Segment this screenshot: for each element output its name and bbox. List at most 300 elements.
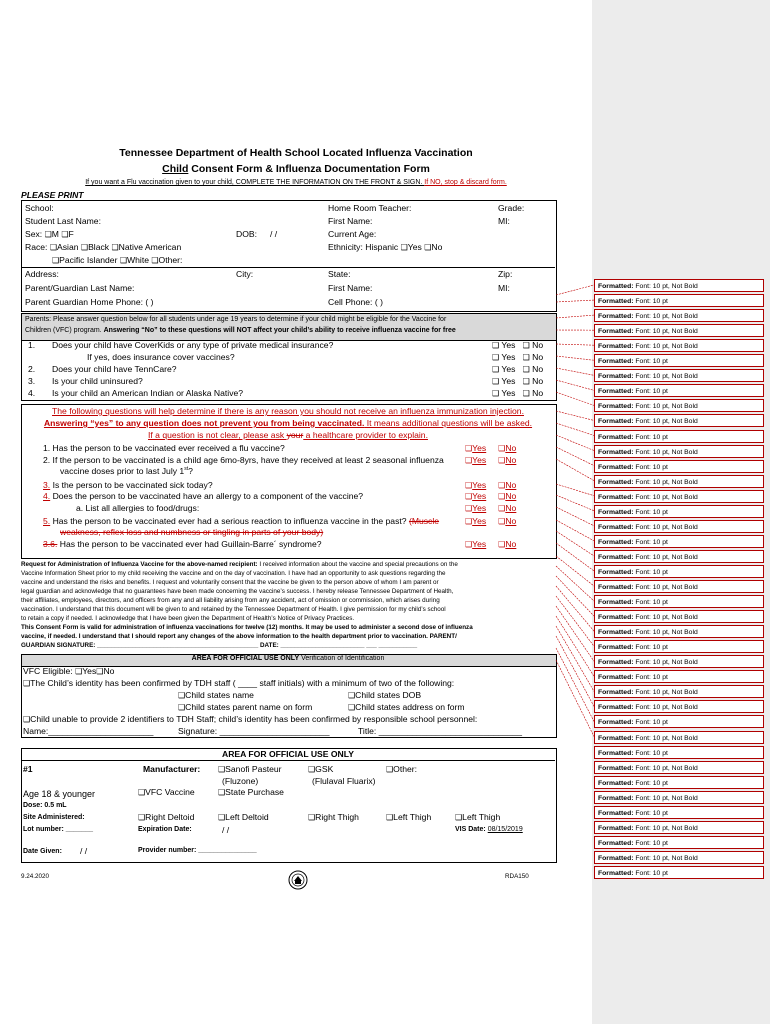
cell-phone-label[interactable]: Cell Phone: ( ) bbox=[328, 297, 383, 307]
balloon-label: Formatted: bbox=[598, 854, 634, 862]
consent-l1a: Request for Administration of Influenza Vaccine for the above-named recipient: bbox=[21, 561, 258, 568]
yes-label: Yes bbox=[501, 340, 516, 350]
dob-separator: / / bbox=[270, 229, 278, 239]
site-label: Site Administered: bbox=[23, 814, 85, 821]
checkbox-icon[interactable] bbox=[523, 340, 530, 350]
formatting-balloon[interactable] bbox=[594, 685, 764, 698]
checkbox-icon[interactable] bbox=[61, 229, 68, 239]
official-header-2: AREA FOR OFFICIAL USE ONLY bbox=[222, 749, 354, 759]
formatting-balloon[interactable] bbox=[594, 430, 764, 443]
balloon-text: Font: 10 pt, Not Bold bbox=[633, 448, 698, 456]
lot-number[interactable]: Lot number: _______ bbox=[23, 826, 94, 833]
formatting-balloon[interactable] bbox=[594, 294, 764, 307]
formatting-balloon[interactable] bbox=[594, 640, 764, 653]
screening-q2b bbox=[60, 466, 193, 476]
formatting-balloon[interactable] bbox=[594, 460, 764, 473]
formatting-balloon[interactable] bbox=[594, 670, 764, 683]
screening-q4-num: 4. bbox=[43, 491, 51, 501]
vfc-yes-no bbox=[492, 376, 543, 386]
no-label: No bbox=[532, 376, 544, 386]
checkbox-icon[interactable] bbox=[492, 340, 499, 350]
no-label: No bbox=[505, 539, 517, 549]
tn-seal-icon bbox=[288, 870, 308, 890]
balloon-text: Font: 10 pt bbox=[633, 869, 668, 877]
no-label: No bbox=[505, 491, 517, 501]
mi-label[interactable]: MI: bbox=[498, 216, 510, 226]
vfc-intro-2 bbox=[25, 327, 456, 334]
race-black: Black bbox=[88, 242, 110, 252]
balloon-label: Formatted: bbox=[598, 599, 634, 607]
balloon-text: Font: 10 pt, Not Bold bbox=[633, 478, 698, 486]
balloon-text: Font: 10 pt bbox=[633, 508, 668, 516]
age-label: Age 18 & younger bbox=[23, 789, 96, 799]
vfc-vaccine-label: VFC Vaccine bbox=[145, 787, 195, 797]
vfc-yes-no bbox=[492, 352, 543, 362]
consent-line-1 bbox=[21, 561, 458, 568]
balloon-label: Formatted: bbox=[598, 764, 634, 772]
screening-q6-text: Has the person to be vaccinated ever had Guillain-Barre´ syndrome? bbox=[57, 539, 322, 549]
vfc-eligible-no: No bbox=[103, 666, 115, 676]
checkbox-icon[interactable] bbox=[523, 388, 530, 398]
yes-label: Yes bbox=[472, 539, 487, 549]
screening-yes-no-row bbox=[465, 443, 516, 453]
opt-dob bbox=[348, 690, 421, 700]
balloon-label: Formatted: bbox=[598, 644, 634, 652]
race-field-2 bbox=[52, 254, 182, 267]
right-deltoid-label: Right Deltoid bbox=[145, 812, 195, 822]
opt-2: Child states DOB bbox=[355, 690, 422, 700]
balloon-text: Font: 10 pt, Not Bold bbox=[633, 704, 698, 712]
screening-q1: 1. Has the person to be vaccinated ever received a flu vaccine? bbox=[43, 443, 285, 453]
formatting-balloon[interactable] bbox=[594, 836, 764, 849]
checkbox-icon[interactable] bbox=[50, 242, 57, 252]
balloon-label: Formatted: bbox=[598, 523, 634, 531]
homeroom-label[interactable]: Home Room Teacher: bbox=[328, 203, 412, 213]
balloon-text: Font: 10 pt, Not Bold bbox=[633, 584, 698, 591]
instruction-red: If NO, stop & discard form. bbox=[424, 179, 507, 186]
screening-q3-text: Is the person to be vaccinated sick today? bbox=[52, 480, 213, 490]
balloon-text: Font: 10 pt bbox=[633, 719, 668, 727]
checkbox-icon[interactable] bbox=[523, 376, 530, 386]
checkbox-icon[interactable] bbox=[492, 352, 499, 362]
screening-red-2a: Answering “yes” to any question does not prevent you from being vaccinated. bbox=[43, 418, 365, 428]
formatting-balloon[interactable] bbox=[594, 761, 764, 774]
consent-line-7: to retain a copy if needed. I acknowledge that I have been given the Department of Health’s Notice of Privacy Practices. bbox=[21, 615, 355, 622]
balloon-label: Formatted: bbox=[598, 584, 634, 591]
formatting-balloon[interactable] bbox=[594, 565, 764, 578]
balloon-label: Formatted: bbox=[598, 553, 634, 561]
balloon-label: Formatted: bbox=[598, 298, 634, 306]
vfc-eligible-yes: Yes bbox=[82, 666, 97, 676]
parent-mi-label[interactable]: MI: bbox=[498, 283, 510, 293]
no-label: No bbox=[532, 364, 544, 374]
balloon-text: Font: 10 pt, Not Bold bbox=[633, 629, 698, 637]
zip-label[interactable]: Zip: bbox=[498, 269, 513, 279]
race-field bbox=[25, 241, 181, 254]
screening-yes-no-row bbox=[465, 480, 516, 490]
yes-label: Yes bbox=[501, 376, 516, 386]
balloon-label: Formatted: bbox=[598, 568, 634, 576]
name-field[interactable]: Name:______________________ bbox=[23, 726, 154, 736]
balloon-text: Font: 10 pt, Not Bold bbox=[633, 824, 698, 832]
school-label[interactable]: School: bbox=[25, 203, 54, 213]
sanofi-option bbox=[218, 764, 282, 774]
screening-q2-q: ? bbox=[188, 466, 193, 476]
formatting-balloon[interactable] bbox=[594, 490, 764, 503]
ethnicity-field bbox=[328, 241, 442, 254]
screening-q2a: 2. If the person to be vaccinated is a child age 6mo-8yrs, have they received at least 2 seasonal influenza bbox=[43, 455, 444, 465]
manufacturer-label: Manufacturer: bbox=[143, 764, 201, 774]
screening-q2-sup: st bbox=[184, 466, 189, 473]
no-label: No bbox=[505, 455, 517, 465]
screening-q4-text: Does the person to be vaccinated have an allergy to a component of the vaccine? bbox=[52, 491, 364, 501]
subtitle-rest: Consent Form & Influenza Documentation Form bbox=[188, 163, 430, 175]
balloon-text: Font: 10 pt, Not Bold bbox=[633, 659, 698, 667]
divider bbox=[22, 760, 555, 761]
checkbox-icon[interactable] bbox=[492, 364, 499, 374]
balloon-label: Formatted: bbox=[598, 478, 634, 486]
screening-q6-num: 3.6. bbox=[43, 539, 58, 549]
left-deltoid-label: Left Deltoid bbox=[225, 812, 269, 822]
opt-4: Child states address on form bbox=[355, 702, 465, 712]
balloon-text: Font: 10 pt bbox=[633, 433, 668, 441]
balloon-label: Formatted: bbox=[598, 734, 634, 742]
consent-line-2: Vaccine Information Sheet prior to my child receiving the vaccine and on the day of vaccination. I have had an opportunity to ask questions regarding the bbox=[21, 570, 446, 577]
balloon-text: Font: 10 pt bbox=[633, 538, 668, 546]
formatting-balloon[interactable] bbox=[594, 700, 764, 713]
consent-l1b: I received information about the vaccine and special precautions on the bbox=[257, 561, 458, 568]
opt-1: Child states name bbox=[185, 690, 254, 700]
screening-q2b-text: vaccine doses prior to last July 1 bbox=[60, 466, 185, 476]
no-label: No bbox=[532, 388, 544, 398]
dose-label: Dose: 0.5 mL bbox=[23, 802, 67, 809]
yes-label: Yes bbox=[472, 516, 487, 526]
balloon-text: Font: 10 pt, Not Bold bbox=[633, 523, 698, 531]
gsk-label: GSK bbox=[315, 764, 334, 774]
gsk-option bbox=[308, 764, 333, 774]
no-label: No bbox=[505, 480, 517, 490]
vfc-eligible-label: VFC Eligible: bbox=[23, 666, 76, 676]
please-print: PLEASE PRINT bbox=[21, 190, 84, 200]
checkbox-icon[interactable] bbox=[523, 352, 530, 362]
vfc-question-text: Does your child have TennCare? bbox=[52, 364, 177, 374]
official-header-1 bbox=[21, 655, 555, 662]
fluzone-label: (Fluzone) bbox=[222, 776, 259, 786]
other-label: Other: bbox=[393, 764, 418, 774]
official-box-2 bbox=[21, 748, 557, 863]
official-header-1a: AREA FOR OFFICIAL USE ONLY bbox=[191, 655, 300, 662]
left-deltoid-option bbox=[218, 812, 269, 822]
opt-name bbox=[178, 690, 254, 700]
date-given-separator[interactable]: / / bbox=[80, 846, 88, 856]
checkbox-icon[interactable] bbox=[45, 229, 52, 239]
formatting-balloon[interactable] bbox=[594, 354, 764, 367]
yes-label: Yes bbox=[501, 388, 516, 398]
screening-yes-no-row bbox=[465, 455, 516, 465]
race-asian: Asian bbox=[57, 242, 79, 252]
balloon-text: Font: 10 pt, Not Bold bbox=[633, 313, 698, 321]
formatting-balloon[interactable] bbox=[594, 324, 764, 337]
balloon-label: Formatted: bbox=[598, 418, 634, 426]
formatting-balloon[interactable] bbox=[594, 851, 764, 864]
race-pacific: Pacific Islander bbox=[59, 255, 118, 265]
consent-line-4: legal guardian and acknowledge that no guarantees have been made concerning the vaccine’s success. I hereby release Tennessee Department of Health, bbox=[21, 588, 454, 595]
date-given-label: Date Given: bbox=[23, 848, 62, 855]
balloon-label: Formatted: bbox=[598, 328, 634, 336]
balloon-text: Font: 10 pt, Not Bold bbox=[633, 373, 698, 381]
balloon-text: Font: 10 pt bbox=[633, 674, 668, 682]
formatting-balloon[interactable] bbox=[594, 279, 764, 292]
right-thigh-option bbox=[308, 812, 359, 822]
formatting-balloon[interactable] bbox=[594, 610, 764, 623]
screening-q4 bbox=[43, 491, 363, 501]
balloon-text: Font: 10 pt, Not Bold bbox=[633, 493, 698, 501]
checkbox-icon[interactable] bbox=[81, 242, 88, 252]
yes-label: Yes bbox=[472, 443, 487, 453]
screening-q3 bbox=[43, 480, 213, 490]
formatting-balloon[interactable] bbox=[594, 399, 764, 412]
no-label: No bbox=[532, 352, 544, 362]
balloon-label: Formatted: bbox=[598, 719, 634, 727]
screening-q5-strike-b: weakness, reflex loss and numbness or tingling in parts of your body) bbox=[60, 527, 324, 537]
vfc-question-number: 3. bbox=[28, 376, 36, 386]
balloon-text: Font: 10 pt, Not Bold bbox=[633, 553, 698, 561]
formatting-balloon[interactable] bbox=[594, 580, 764, 593]
formatting-balloon[interactable] bbox=[594, 475, 764, 488]
screening-red-3b: a healthcare provider to explain. bbox=[303, 430, 428, 440]
balloon-text: Font: 10 pt, Not Bold bbox=[633, 343, 698, 351]
city-label[interactable]: City: bbox=[236, 269, 254, 279]
no-label: No bbox=[505, 516, 517, 526]
balloon-text: Font: 10 pt bbox=[633, 463, 668, 471]
balloon-text: Font: 10 pt, Not Bold bbox=[633, 854, 698, 862]
balloon-label: Formatted: bbox=[598, 809, 634, 817]
ethnicity-no: No bbox=[431, 242, 443, 252]
balloon-text: Font: 10 pt bbox=[633, 599, 668, 607]
formatting-balloon[interactable] bbox=[594, 806, 764, 819]
yes-label: Yes bbox=[472, 455, 487, 465]
formatting-balloon[interactable] bbox=[594, 505, 764, 518]
vis-date bbox=[455, 826, 523, 833]
student-last-name-label[interactable]: Student Last Name: bbox=[25, 216, 101, 226]
checkbox-icon[interactable] bbox=[120, 255, 127, 265]
vfc-question-text: Is your child an American Indian or Alaska Native? bbox=[52, 388, 244, 398]
checkbox-icon[interactable] bbox=[151, 255, 158, 265]
signature-line[interactable]: GUARDIAN SIGNATURE: ______________________________________________ DATE: ________________________ ___ ___________ bbox=[21, 642, 418, 649]
checkbox-icon[interactable] bbox=[492, 376, 499, 386]
vfc-yes-no bbox=[492, 340, 543, 350]
balloon-label: Formatted: bbox=[598, 538, 634, 546]
vfc-eligible bbox=[23, 666, 114, 676]
consent-line-5: their affiliates, employees, directors, and officers from any and all liability arising from any accident, act of omission or commission, which arises during bbox=[21, 597, 440, 604]
dob-label[interactable]: DOB: bbox=[236, 229, 258, 239]
screening-yes-no-row bbox=[465, 516, 516, 526]
vfc-question-number: 1. bbox=[28, 340, 36, 350]
signature-field[interactable]: Signature: _______________________ bbox=[178, 726, 330, 736]
balloon-label: Formatted: bbox=[598, 493, 634, 501]
sanofi-label: Sanofi Pasteur bbox=[225, 764, 282, 774]
formatting-balloon[interactable] bbox=[594, 309, 764, 322]
checkbox-icon[interactable] bbox=[492, 388, 499, 398]
race-label: Race: bbox=[25, 242, 48, 252]
unable-identifiers bbox=[23, 714, 477, 724]
current-age-label[interactable]: Current Age: bbox=[328, 229, 377, 239]
state-purchase-label: State Purchase bbox=[225, 787, 284, 797]
formatting-balloon[interactable] bbox=[594, 384, 764, 397]
no-label: No bbox=[505, 443, 517, 453]
screening-yes-no-row bbox=[465, 491, 516, 501]
balloon-label: Formatted: bbox=[598, 689, 634, 697]
checkbox-icon[interactable] bbox=[401, 242, 408, 252]
address-label[interactable]: Address: bbox=[25, 269, 59, 279]
footer-code: RDA150 bbox=[505, 873, 529, 880]
balloon-label: Formatted: bbox=[598, 283, 634, 290]
right-thigh-label: Right Thigh bbox=[315, 812, 359, 822]
screening-red-2b: It means additional questions will be asked. bbox=[364, 418, 533, 428]
vfc-yes-no bbox=[492, 388, 543, 398]
consent-line-9: vaccine, if needed. I understand that I should report any changes of the above information to the health department prior to vaccination. PARENT/ bbox=[21, 633, 457, 640]
balloon-text: Font: 10 pt bbox=[633, 839, 668, 847]
footer-date: 9.24.2020 bbox=[21, 873, 50, 880]
parent-last-name-label[interactable]: Parent/Guardian Last Name: bbox=[25, 283, 135, 293]
expiration-separator[interactable]: / / bbox=[222, 825, 230, 835]
balloon-label: Formatted: bbox=[598, 659, 634, 667]
balloon-text: Font: 10 pt bbox=[633, 644, 668, 652]
provider-number[interactable]: Provider number: _______________ bbox=[138, 847, 257, 854]
formatting-balloon[interactable] bbox=[594, 520, 764, 533]
balloon-text: Font: 10 pt, Not Bold bbox=[633, 283, 698, 290]
formatting-balloon[interactable] bbox=[594, 625, 764, 638]
balloon-label: Formatted: bbox=[598, 508, 634, 516]
first-name-label[interactable]: First Name: bbox=[328, 216, 373, 226]
formatting-balloon[interactable] bbox=[594, 445, 764, 458]
balloon-label: Formatted: bbox=[598, 869, 634, 877]
vaccine-number: #1 bbox=[23, 764, 33, 774]
balloon-text: Font: 10 pt, Not Bold bbox=[633, 794, 698, 802]
sex-m: M bbox=[51, 229, 59, 239]
vfc-question-text: Is your child uninsured? bbox=[52, 376, 143, 386]
screening-q4a: a. List all allergies to food/drugs: bbox=[76, 503, 200, 513]
left-thigh-label: Left Thigh bbox=[393, 812, 432, 822]
formatting-balloon[interactable] bbox=[594, 776, 764, 789]
formatting-balloon[interactable] bbox=[594, 746, 764, 759]
balloon-label: Formatted: bbox=[598, 794, 634, 802]
formatting-balloon[interactable] bbox=[594, 339, 764, 352]
ethnicity-yes: Yes bbox=[407, 242, 422, 252]
formatting-balloon[interactable] bbox=[594, 791, 764, 804]
right-deltoid-option bbox=[138, 812, 194, 822]
balloon-label: Formatted: bbox=[598, 448, 634, 456]
balloon-label: Formatted: bbox=[598, 824, 634, 832]
balloon-text: Font: 10 pt, Not Bold bbox=[633, 403, 698, 411]
formatting-balloon[interactable] bbox=[594, 550, 764, 563]
screening-red-1-text: The following questions will help determine if there is any reason you should not receive an influenza immunization injection. bbox=[52, 406, 524, 416]
balloon-text: Font: 10 pt bbox=[633, 298, 668, 306]
race-native: Native American bbox=[118, 242, 182, 252]
no-label: No bbox=[505, 503, 517, 513]
balloon-label: Formatted: bbox=[598, 433, 634, 441]
title-field[interactable]: Title: ______________________________ bbox=[358, 726, 523, 736]
balloon-label: Formatted: bbox=[598, 343, 634, 351]
sex-field bbox=[25, 228, 74, 241]
identity-confirmed bbox=[23, 678, 454, 688]
flulaval-label: (Flulaval Fluarix) bbox=[312, 776, 376, 786]
balloon-text: Font: 10 pt, Not Bold bbox=[633, 614, 698, 622]
expiration-label: Expiration Date: bbox=[138, 826, 192, 833]
identity-text: The Child’s identity has been confirmed by TDH staff ( ____ staff initials) with a minimum of two of the following: bbox=[30, 678, 455, 688]
checkbox-icon[interactable] bbox=[523, 364, 530, 374]
opt-address bbox=[348, 702, 465, 712]
yes-label: Yes bbox=[501, 364, 516, 374]
balloon-text: Font: 10 pt bbox=[633, 568, 668, 576]
formatting-balloon[interactable] bbox=[594, 535, 764, 548]
balloon-label: Formatted: bbox=[598, 839, 634, 847]
balloon-label: Formatted: bbox=[598, 403, 634, 411]
state-label[interactable]: State: bbox=[328, 269, 351, 279]
formatting-balloon[interactable] bbox=[594, 369, 764, 382]
checkbox-icon[interactable] bbox=[111, 242, 118, 252]
formatting-balloon[interactable] bbox=[594, 866, 764, 879]
sex-label: Sex: bbox=[25, 229, 43, 239]
vis-date-label: VIS Date: bbox=[455, 826, 488, 833]
formatting-balloon[interactable] bbox=[594, 655, 764, 668]
consent-line-8: This Consent Form is valid for administration of influenza vaccinations for twelve (12) months. It may be used to administer a second dose of influenza bbox=[21, 624, 473, 631]
left-thigh-label-2: Left Thigh bbox=[462, 812, 501, 822]
opt-parent bbox=[178, 702, 312, 712]
consent-line-3: vaccine and understand the risks and benefits. I request and voluntarily consent that the vaccine be given to the person above of whom I am parent or bbox=[21, 579, 439, 586]
balloon-text: Font: 10 pt bbox=[633, 809, 668, 817]
vfc-intro-1: Parents: Please answer question below for all students under age 19 years to determine if your child might be eligible for the Vaccine for bbox=[25, 316, 447, 323]
screening-yes-no-row bbox=[465, 503, 516, 513]
vfc-yes-no bbox=[492, 364, 543, 374]
balloon-text: Font: 10 pt, Not Bold bbox=[633, 734, 698, 742]
instruction-line bbox=[0, 179, 592, 186]
screening-q3-num: 3. bbox=[43, 480, 51, 490]
balloon-label: Formatted: bbox=[598, 749, 634, 757]
vfc-question-number: 2. bbox=[28, 364, 36, 374]
subtitle-child: Child bbox=[162, 163, 189, 175]
balloon-label: Formatted: bbox=[598, 629, 634, 637]
balloon-text: Font: 10 pt, Not Bold bbox=[633, 764, 698, 772]
unable-text: Child unable to provide 2 identifiers to TDH Staff; child’s identity has been confirmed by responsible school personnel: bbox=[30, 714, 478, 724]
vfc-intro-2a: Children (VFC) program. bbox=[25, 327, 104, 334]
parent-first-name-label[interactable]: First Name: bbox=[328, 283, 373, 293]
balloon-text: Font: 10 pt bbox=[633, 388, 668, 396]
formatting-balloon[interactable] bbox=[594, 821, 764, 834]
screening-q5-text: Has the person to be vaccinated ever had a serious reaction to influenza vaccine in the past? bbox=[52, 516, 407, 526]
screening-q5 bbox=[43, 516, 439, 526]
formatting-balloon[interactable] bbox=[594, 715, 764, 728]
left-thigh-option bbox=[386, 812, 431, 822]
grade-label[interactable]: Grade: bbox=[498, 203, 525, 213]
vfc-vaccine-option bbox=[138, 787, 195, 797]
yes-label: Yes bbox=[472, 503, 487, 513]
balloon-label: Formatted: bbox=[598, 704, 634, 712]
screening-red-3a: If a question is not clear, please ask bbox=[148, 430, 287, 440]
balloon-label: Formatted: bbox=[598, 463, 634, 471]
yes-label: Yes bbox=[501, 352, 516, 362]
balloon-text: Font: 10 pt bbox=[633, 749, 668, 757]
balloon-label: Formatted: bbox=[598, 674, 634, 682]
parent-phone-label[interactable]: Parent Guardian Home Phone: ( ) bbox=[25, 297, 154, 307]
formatting-balloon[interactable] bbox=[594, 731, 764, 744]
formatting-balloon[interactable] bbox=[594, 595, 764, 608]
formatting-balloon[interactable] bbox=[594, 414, 764, 427]
divider bbox=[22, 267, 555, 268]
state-purchase-option bbox=[218, 787, 284, 797]
instruction-text: If you want a Flu vaccination given to your child, COMPLETE THE INFORMATION ON THE FRONT & SIGN. bbox=[85, 179, 425, 186]
screening-q5-strike-a: (Muscle bbox=[408, 516, 440, 526]
